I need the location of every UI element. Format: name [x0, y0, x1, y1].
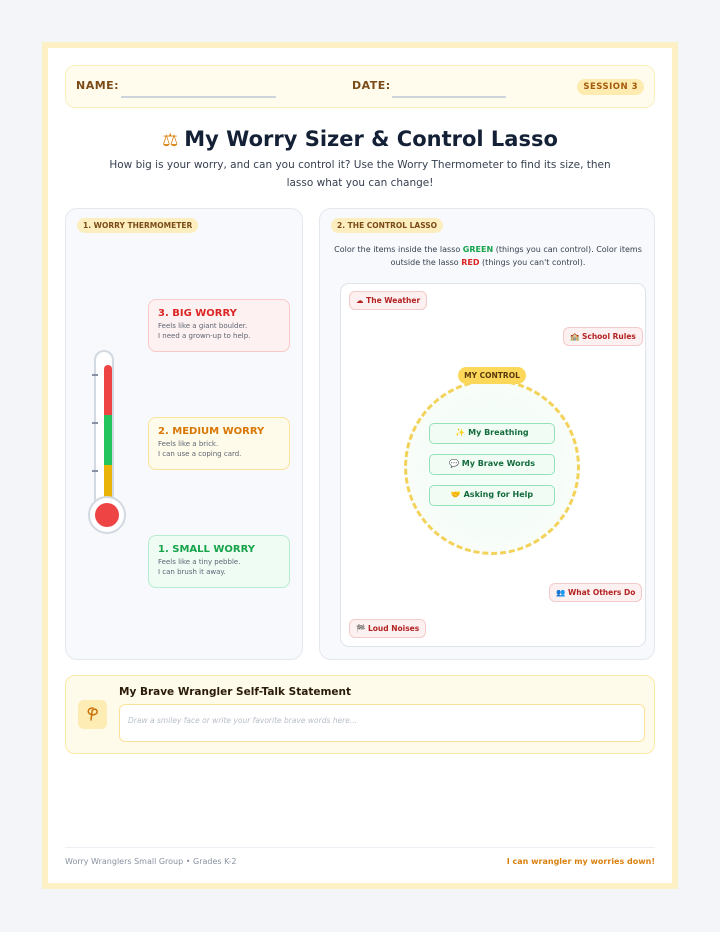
medium-worry-card: [148, 417, 290, 470]
outside-item-weather[interactable]: ☁ The Weather: [349, 291, 427, 310]
sparkle-icon: ✨: [455, 428, 466, 437]
cloud-icon: ☁: [356, 296, 364, 305]
page-title-text: My Worry Sizer & Control Lasso: [184, 127, 558, 151]
medium-worry-title: 2. MEDIUM WORRY: [158, 426, 265, 437]
date-label: DATE:: [352, 79, 391, 92]
self-talk-section: [65, 675, 655, 754]
outside-item-what-others-do[interactable]: 👥 What Others Do: [549, 583, 642, 602]
footer-motto: I can wrangler my worries down!: [506, 857, 655, 866]
self-talk-input[interactable]: Draw a smiley face or write your favorite brave words here...: [119, 704, 645, 742]
my-control-label: MY CONTROL: [458, 367, 526, 384]
outside-item-loud-noises[interactable]: 🏁 Loud Noises: [349, 619, 426, 638]
thermometer-tick: [92, 470, 98, 472]
lasso-tag: 2. THE CONTROL LASSO: [331, 218, 443, 233]
medium-worry-desc-2: I can use a coping card.: [158, 450, 242, 458]
small-worry-desc-2: I can brush it away.: [158, 568, 226, 576]
small-worry-card: [148, 535, 290, 588]
lasso-instructions: Color the items inside the lasso GREEN (things you can control). Color items outside the lasso RED (things you can't control).: [334, 245, 642, 267]
inside-item-breathing[interactable]: ✨ My Breathing: [429, 423, 555, 444]
small-worry-desc-1: Feels like a tiny pebble.: [158, 558, 241, 566]
page-title: [48, 127, 672, 151]
thermometer-red-segment: [104, 365, 112, 415]
name-field[interactable]: [121, 96, 276, 98]
balance-scale-icon: ⚖: [162, 130, 179, 151]
flag-icon: 🏁: [356, 624, 366, 633]
footer-divider: [65, 847, 655, 848]
self-talk-title: My Brave Wrangler Self-Talk Statement: [119, 686, 352, 698]
worksheet-page: [42, 42, 678, 889]
speech-bubble-icon: 💬: [448, 459, 459, 468]
medium-worry-desc-1: Feels like a brick.: [158, 440, 219, 448]
school-icon: 🏫: [570, 332, 580, 341]
session-badge: SESSION 3: [577, 79, 644, 95]
big-worry-desc-2: I need a grown-up to help.: [158, 332, 251, 340]
thermometer-bulb: [88, 496, 126, 534]
footer-group-label: Worry Wranglers Small Group • Grades K-2: [65, 857, 237, 866]
outside-item-school-rules[interactable]: 🏫 School Rules: [563, 327, 643, 346]
small-worry-title: 1. SMALL WORRY: [158, 544, 255, 555]
thermometer-tag: 1. WORRY THERMOMETER: [77, 218, 198, 233]
inside-item-asking-for-help[interactable]: 🤝 Asking for Help: [429, 485, 555, 506]
big-worry-desc-1: Feels like a giant boulder.: [158, 322, 248, 330]
date-field[interactable]: [392, 96, 506, 98]
page-subtitle: How big is your worry, and can you control it? Use the Worry Thermometer to find its size, then lasso what you can change!: [109, 159, 611, 189]
people-icon: 👥: [556, 588, 566, 597]
student-info-header: [65, 65, 655, 108]
big-worry-title: 3. BIG WORRY: [158, 308, 237, 319]
handshake-icon: 🤝: [450, 490, 461, 499]
inside-item-brave-words[interactable]: 💬 My Brave Words: [429, 454, 555, 475]
thermometer-tick: [92, 422, 98, 424]
thermometer-green-segment: [104, 415, 112, 465]
lasso-icon: [78, 700, 107, 729]
thermometer-tick: [92, 374, 98, 376]
name-label: NAME:: [76, 79, 120, 92]
big-worry-card: [148, 299, 290, 352]
